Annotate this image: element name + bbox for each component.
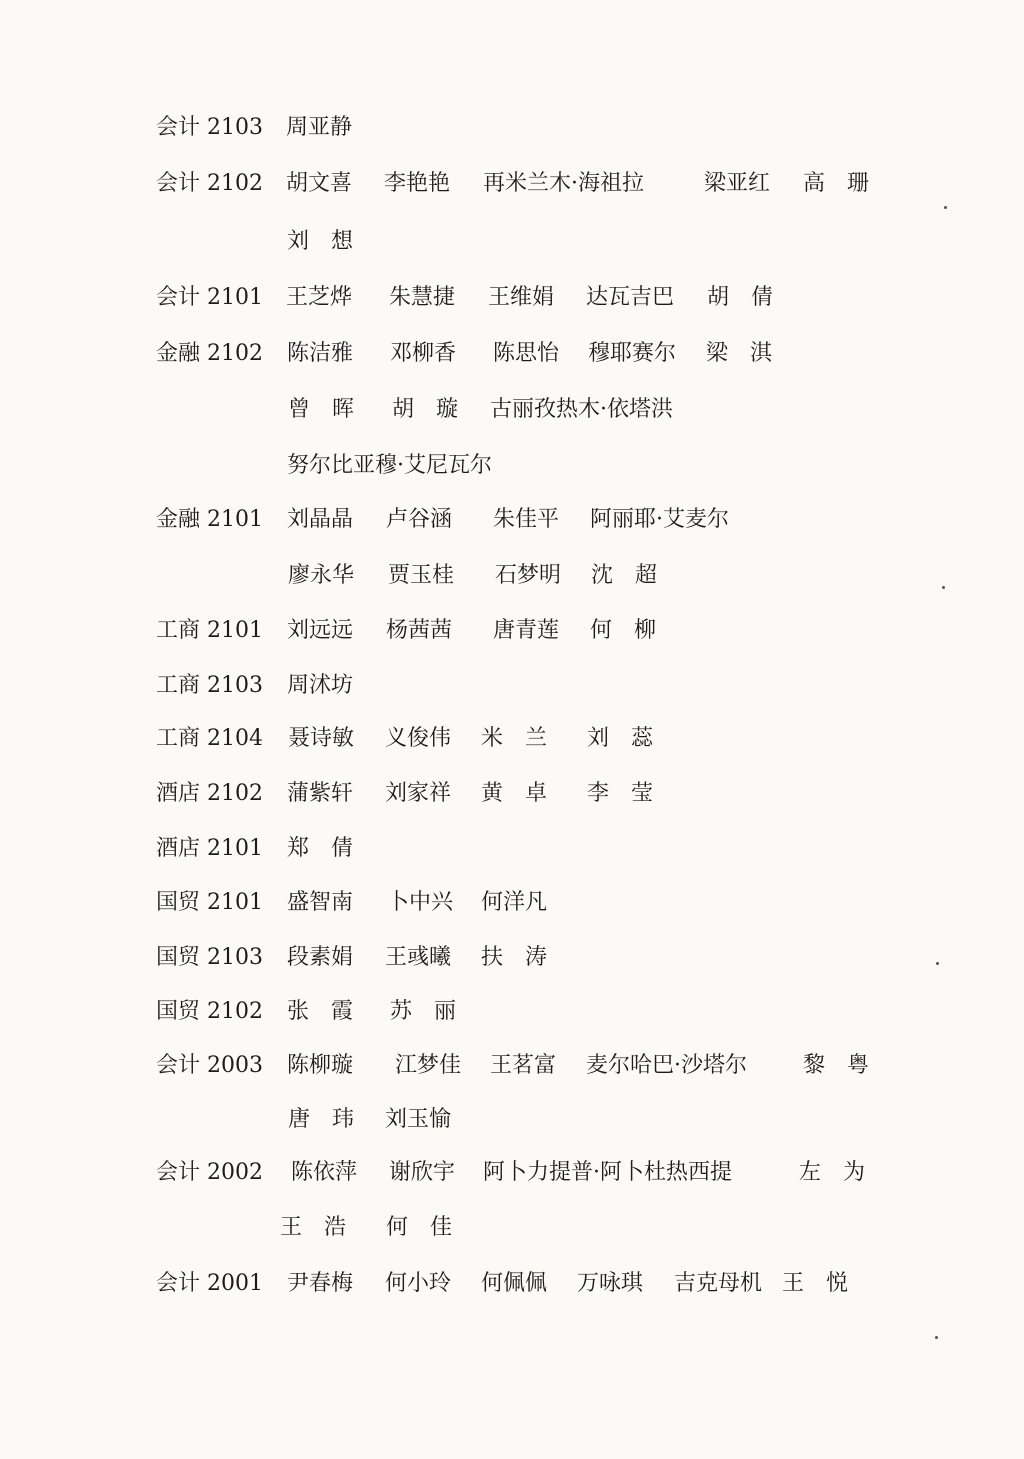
student-name: 达瓦吉巴: [586, 285, 675, 310]
student-name: 盛智南: [287, 890, 354, 915]
student-name: 阿卜力提普·阿卜杜热西提: [483, 1160, 732, 1185]
student-name: 胡 倩: [707, 285, 774, 310]
student-name: 王茗富: [490, 1053, 557, 1078]
student-name: 刘 蕊: [587, 726, 654, 751]
student-name: 张 霞: [287, 999, 354, 1024]
student-name: 何 柳: [590, 618, 657, 643]
student-name: 何佩佩: [481, 1271, 548, 1296]
class-label: 金融 2101: [156, 507, 263, 532]
student-name: 胡文喜: [286, 171, 353, 196]
student-name: 尹春梅: [287, 1271, 354, 1296]
scan-speck: [944, 206, 947, 209]
student-name: 左 为: [799, 1160, 866, 1185]
student-name: 万咏琪: [577, 1271, 644, 1296]
student-name: 黎 粤: [803, 1053, 870, 1078]
class-label: 工商 2103: [156, 673, 263, 698]
student-name: 贾玉桂: [388, 563, 455, 588]
student-name: 刘远远: [287, 618, 354, 643]
student-name: 黄 卓: [481, 781, 548, 806]
student-name: 曾 晖: [288, 397, 355, 422]
student-name: 何洋凡: [481, 890, 548, 915]
student-name: 李艳艳: [384, 171, 451, 196]
student-name: 邓柳香: [390, 341, 457, 366]
student-name: 王彧曦: [385, 945, 452, 970]
student-name: 刘晶晶: [287, 507, 354, 532]
student-name: 杨茜茜: [386, 618, 453, 643]
student-name: 卢谷涵: [386, 507, 453, 532]
student-name: 陈思怡: [493, 341, 560, 366]
class-label: 酒店 2102: [156, 781, 263, 806]
class-label: 工商 2101: [156, 618, 263, 643]
student-name: 陈依萍: [291, 1160, 358, 1185]
class-label: 国贸 2103: [156, 945, 263, 970]
student-name: 扶 涛: [481, 945, 548, 970]
class-label: 国贸 2101: [156, 890, 263, 915]
student-name: 义俊伟: [385, 726, 452, 751]
class-label: 金融 2102: [156, 341, 263, 366]
scan-speck: [935, 1336, 938, 1339]
student-name: 再米兰木·海祖拉: [483, 171, 644, 196]
student-name: 穆耶赛尔: [588, 341, 677, 366]
student-name: 蒲紫轩: [287, 781, 354, 806]
student-name: 王芝烨: [286, 285, 353, 310]
student-name: 何 佳: [386, 1215, 453, 1240]
class-label: 会计 2101: [156, 285, 263, 310]
student-name: 古丽孜热木·依塔洪: [490, 397, 673, 422]
student-name: 努尔比亚穆·艾尼瓦尔: [287, 453, 492, 478]
student-name: 唐 玮: [288, 1107, 355, 1132]
class-label: 会计 2002: [156, 1160, 263, 1185]
student-name: 陈洁雅: [287, 341, 354, 366]
student-name: 聂诗敏: [288, 726, 355, 751]
student-name: 周亚静: [286, 115, 353, 140]
student-name: 刘 想: [287, 229, 354, 254]
student-name: 陈柳璇: [287, 1053, 354, 1078]
student-name: 周沭坊: [287, 673, 354, 698]
student-name: 阿丽耶·艾麦尔: [590, 507, 729, 532]
student-name: 高 珊: [803, 171, 870, 196]
student-name: 江梦佳: [395, 1053, 462, 1078]
class-label: 会计 2001: [156, 1271, 263, 1296]
student-name: 唐青莲: [493, 618, 560, 643]
student-name: 谢欣宇: [389, 1160, 456, 1185]
student-name: 朱佳平: [493, 507, 560, 532]
scan-speck: [942, 586, 945, 589]
student-name: 米 兰: [481, 726, 548, 751]
student-name: 梁亚红: [704, 171, 771, 196]
student-name: 朱慧捷: [389, 285, 456, 310]
student-name: 石梦明: [495, 563, 562, 588]
student-name: 麦尔哈巴·沙塔尔: [586, 1053, 747, 1078]
student-name: 卜中兴: [387, 890, 454, 915]
student-name: 吉克母机: [674, 1271, 763, 1296]
student-name: 李 莹: [587, 781, 654, 806]
class-label: 会计 2003: [156, 1053, 263, 1078]
student-name: 王 悦: [782, 1271, 849, 1296]
student-name: 苏 丽: [390, 999, 457, 1024]
class-label: 国贸 2102: [156, 999, 263, 1024]
student-name: 郑 倩: [287, 836, 354, 861]
student-name: 刘家祥: [385, 781, 452, 806]
class-label: 会计 2102: [156, 171, 263, 196]
student-name: 王 浩: [280, 1215, 347, 1240]
student-name: 胡 璇: [392, 397, 459, 422]
student-name: 沈 超: [591, 563, 658, 588]
student-name: 段素娟: [287, 945, 354, 970]
student-name: 何小玲: [385, 1271, 452, 1296]
class-label: 会计 2103: [156, 115, 263, 140]
class-label: 工商 2104: [156, 726, 263, 751]
student-name: 刘玉愉: [385, 1107, 452, 1132]
class-label: 酒店 2101: [156, 836, 263, 861]
student-name: 廖永华: [288, 563, 355, 588]
scan-speck: [936, 962, 939, 965]
student-name: 梁 淇: [706, 341, 773, 366]
student-name: 王维娟: [488, 285, 555, 310]
